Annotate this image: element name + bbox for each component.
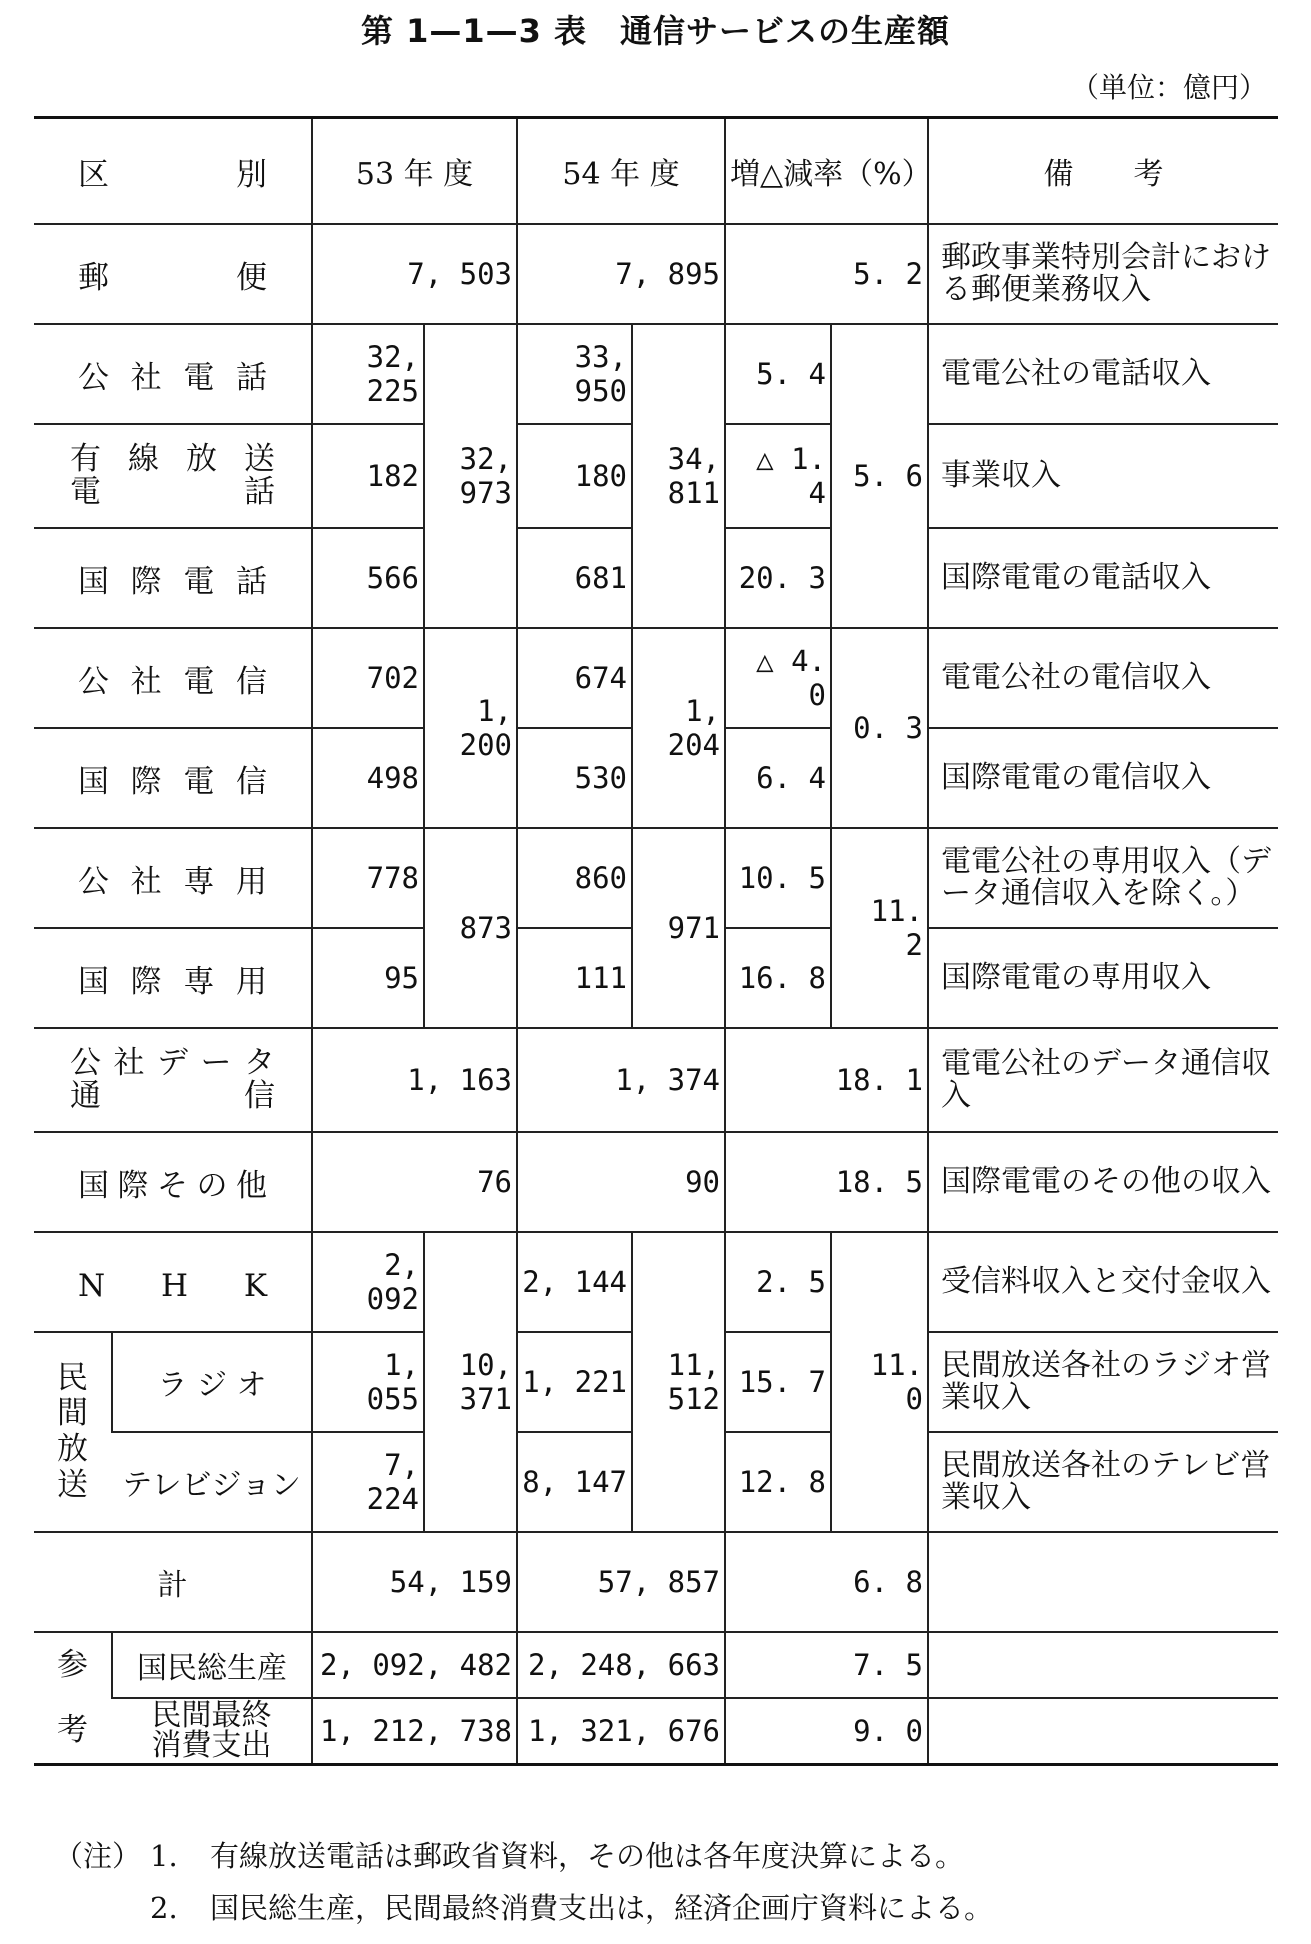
- footnote-1-text: 有線放送電話は郵政省資料，その他は各年度決算による。: [210, 1839, 965, 1873]
- table-row: [34, 1232, 1278, 1332]
- remark: 国際電電のその他の収入: [928, 1132, 1278, 1232]
- value-y53: 1, 212, 738: [312, 1698, 517, 1764]
- remark: 電電公社の電話収入: [928, 324, 1278, 424]
- value-y53: 7, 224: [312, 1432, 424, 1532]
- footnote-1: [54, 1830, 993, 1882]
- value-y53: 182: [312, 424, 424, 528]
- value-rate: 18. 1: [725, 1028, 928, 1132]
- group-y54: 34, 811: [632, 324, 725, 628]
- group-rate: 0. 3: [831, 628, 928, 828]
- remark: 郵政事業特別会計における郵便業務収入: [928, 224, 1278, 324]
- row-label: 公社専用: [34, 828, 312, 928]
- header-y53: 53 年 度: [312, 118, 517, 225]
- value-y54: 1, 221: [517, 1332, 632, 1432]
- group-y53: 1, 200: [424, 628, 517, 828]
- table-row: [34, 1632, 1278, 1698]
- value-rate: 18. 5: [725, 1132, 928, 1232]
- value-rate: 7. 5: [725, 1632, 928, 1698]
- group-rate: 5. 6: [831, 324, 928, 628]
- footnote-1-number: 1.: [150, 1839, 178, 1873]
- private-broadcast-label: [34, 1332, 112, 1532]
- value-y54: 33, 950: [517, 324, 632, 424]
- header-y54: 54 年 度: [517, 118, 725, 225]
- value-y53: 95: [312, 928, 424, 1028]
- row-label: N H K: [34, 1232, 312, 1332]
- table-row: [34, 1132, 1278, 1232]
- value-y54: 1, 374: [517, 1028, 725, 1132]
- value-y54: 8, 147: [517, 1432, 632, 1532]
- value-rate: 12. 8: [725, 1432, 831, 1532]
- row-label: [112, 1698, 312, 1764]
- value-rate: 15. 7: [725, 1332, 831, 1432]
- value-y54: 180: [517, 424, 632, 528]
- header-remarks: 備 考: [928, 118, 1278, 225]
- remark: [928, 1532, 1278, 1632]
- value-rate: 9. 0: [725, 1698, 928, 1764]
- value-y54: 2, 144: [517, 1232, 632, 1332]
- header-rate: 増△減率（%）: [725, 118, 928, 225]
- row-label: 国際専用: [34, 928, 312, 1028]
- value-y53: 2, 092, 482: [312, 1632, 517, 1698]
- reference-text: 参考: [57, 1647, 88, 1749]
- remark: 民間放送各社のラジオ営業収入: [928, 1332, 1278, 1432]
- value-y54: 90: [517, 1132, 725, 1232]
- row-label-line2: 消費支出: [151, 1728, 272, 1764]
- table-row-total: [34, 1532, 1278, 1632]
- row-label: 国民総生産: [112, 1632, 312, 1698]
- value-rate: 20. 3: [725, 528, 831, 628]
- value-y53: 76: [312, 1132, 517, 1232]
- remark: 民間放送各社のテレビ営業収入: [928, 1432, 1278, 1532]
- remark: 電電公社のデータ通信収入: [928, 1028, 1278, 1132]
- row-label-line1: 民間最終: [151, 1698, 272, 1734]
- page-title: 第 1—1—3 表 通信サービスの生産額: [360, 12, 951, 50]
- value-y53: 32, 225: [312, 324, 424, 424]
- value-y54: 860: [517, 828, 632, 928]
- value-y54: 7, 895: [517, 224, 725, 324]
- value-y53: 702: [312, 628, 424, 728]
- value-rate: 10. 5: [725, 828, 831, 928]
- private-broadcast-text: 民間放送: [57, 1359, 88, 1503]
- row-label-line2: 通 信: [70, 1078, 275, 1114]
- value-rate: 16. 8: [725, 928, 831, 1028]
- value-rate: 5. 2: [725, 224, 928, 324]
- value-y54: 674: [517, 628, 632, 728]
- value-y54: 1, 321, 676: [517, 1698, 725, 1764]
- value-y54: 681: [517, 528, 632, 628]
- value-y53: 1, 055: [312, 1332, 424, 1432]
- value-y53: 2, 092: [312, 1232, 424, 1332]
- group-y53: 873: [424, 828, 517, 1028]
- row-label: テレビジョン: [112, 1432, 312, 1532]
- row-label-line1: 有線放送: [70, 441, 275, 478]
- reference-label: [34, 1632, 112, 1765]
- row-label-line1: 公社データ: [70, 1045, 275, 1082]
- table-row: [34, 828, 1278, 928]
- remark: 事業収入: [928, 424, 1278, 528]
- unit-label: （単位：億円）: [1070, 71, 1267, 104]
- row-label-line2: 電 話: [70, 474, 275, 510]
- value-y53: 54, 159: [312, 1532, 517, 1632]
- table-row: [34, 1028, 1278, 1132]
- remark: 国際電電の電信収入: [928, 728, 1278, 828]
- value-rate: 2. 5: [725, 1232, 831, 1332]
- group-y53: 10, 371: [424, 1232, 517, 1532]
- footnote-2-number: 2.: [150, 1891, 178, 1925]
- value-rate: 6. 8: [725, 1532, 928, 1632]
- row-label: 公社電話: [34, 324, 312, 424]
- remark: 電電公社の電信収入: [928, 628, 1278, 728]
- value-rate: 5. 4: [725, 324, 831, 424]
- value-y53: 7, 503: [312, 224, 517, 324]
- row-label: [34, 1028, 312, 1132]
- remark: 国際電電の電話収入: [928, 528, 1278, 628]
- table-row: [34, 628, 1278, 728]
- remark: [928, 1698, 1278, 1764]
- row-label: 国際電話: [34, 528, 312, 628]
- footnote-2: [54, 1882, 993, 1934]
- table-row: [34, 324, 1278, 424]
- row-label: [34, 424, 312, 528]
- group-y53: 32, 973: [424, 324, 517, 628]
- group-y54: 11, 512: [632, 1232, 725, 1532]
- remark: 電電公社の専用収入（データ通信収入を除く。）: [928, 828, 1278, 928]
- value-y53: 566: [312, 528, 424, 628]
- remark: [928, 1632, 1278, 1698]
- table-row: [34, 224, 1278, 324]
- group-rate: 11. 2: [831, 828, 928, 1028]
- header-category: 区 別: [34, 118, 312, 225]
- value-y53: 498: [312, 728, 424, 828]
- value-rate: 6. 4: [725, 728, 831, 828]
- row-label: 公社電信: [34, 628, 312, 728]
- value-y53: 1, 163: [312, 1028, 517, 1132]
- value-y54: 2, 248, 663: [517, 1632, 725, 1698]
- value-y54: 530: [517, 728, 632, 828]
- row-label: 計: [34, 1532, 312, 1632]
- footnote-2-text: 国民総生産，民間最終消費支出は，経済企画庁資料による。: [210, 1891, 994, 1925]
- value-y53: 778: [312, 828, 424, 928]
- group-y54: 1, 204: [632, 628, 725, 828]
- footnotes: [54, 1830, 993, 1934]
- value-y54: 111: [517, 928, 632, 1028]
- row-label: 国際電信: [34, 728, 312, 828]
- value-y54: 57, 857: [517, 1532, 725, 1632]
- table-row: [34, 1698, 1278, 1764]
- group-rate: 11. 0: [831, 1232, 928, 1532]
- row-label: ラ ジ オ: [112, 1332, 312, 1432]
- value-rate: △ 1. 4: [725, 424, 831, 528]
- notes-label: （注）: [54, 1839, 142, 1873]
- remark: 受信料収入と交付金収入: [928, 1232, 1278, 1332]
- row-label: 郵 便: [34, 224, 312, 324]
- value-rate: △ 4. 0: [725, 628, 831, 728]
- row-label: 国際その他: [34, 1132, 312, 1232]
- remark: 国際電電の専用収入: [928, 928, 1278, 1028]
- production-table: [34, 116, 1278, 1766]
- group-y54: 971: [632, 828, 725, 1028]
